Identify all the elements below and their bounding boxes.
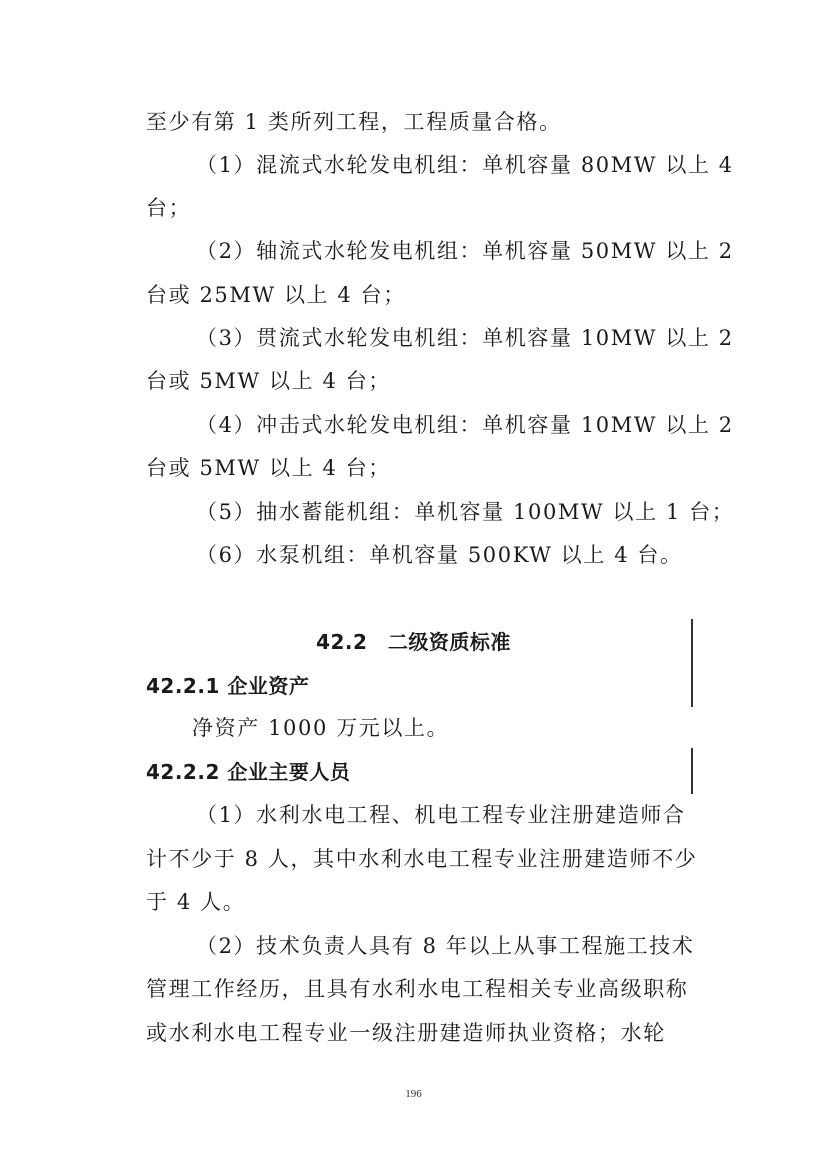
- text-line: 管理工作经历，且具有水利水电工程相关专业高级职称: [146, 977, 689, 1001]
- text-line: （1）水利水电工程、机电工程专业注册建造师合: [196, 803, 686, 827]
- text-line: 台；: [146, 196, 192, 220]
- text-line: （6）水泵机组：单机容量 500KW 以上 4 台。: [196, 543, 683, 567]
- text-line: 计不少于 8 人，其中水利水电工程专业注册建造师不少: [146, 847, 698, 871]
- text-line: （2）技术负责人具有 8 年以上从事工程施工技术: [196, 934, 695, 958]
- subsection-heading: 42.2.1 企业资产: [146, 674, 310, 698]
- text-line: （3）贯流式水轮发电机组：单机容量 10MW 以上 2: [196, 326, 734, 350]
- text-line: 于 4 人。: [146, 890, 246, 914]
- text-line: 台或 5MW 以上 4 台；: [146, 369, 391, 393]
- text-line: （4）冲击式水轮发电机组：单机容量 10MW 以上 2: [196, 413, 734, 437]
- margin-bar: [691, 619, 693, 707]
- text-line: 至少有第 1 类所列工程，工程质量合格。: [146, 110, 562, 134]
- text-line: 台或 5MW 以上 4 台；: [146, 456, 391, 480]
- text-line: 或水利水电工程专业一级注册建造师执业资格；水轮: [146, 1021, 666, 1045]
- margin-bar: [691, 748, 693, 794]
- subsection-heading: 42.2.2 企业主要人员: [146, 760, 351, 784]
- section-title: 42.2 二级资质标准: [316, 630, 511, 654]
- page-number: 196: [405, 1088, 422, 1100]
- text-line: 台或 25MW 以上 4 台；: [146, 283, 406, 307]
- text-line: （5）抽水蓄能机组：单机容量 100MW 以上 1 台；: [196, 500, 735, 524]
- text-line: （1）混流式水轮发电机组：单机容量 80MW 以上 4: [196, 153, 734, 177]
- text-line: （2）轴流式水轮发电机组：单机容量 50MW 以上 2: [196, 239, 734, 263]
- text-line: 净资产 1000 万元以上。: [192, 716, 450, 740]
